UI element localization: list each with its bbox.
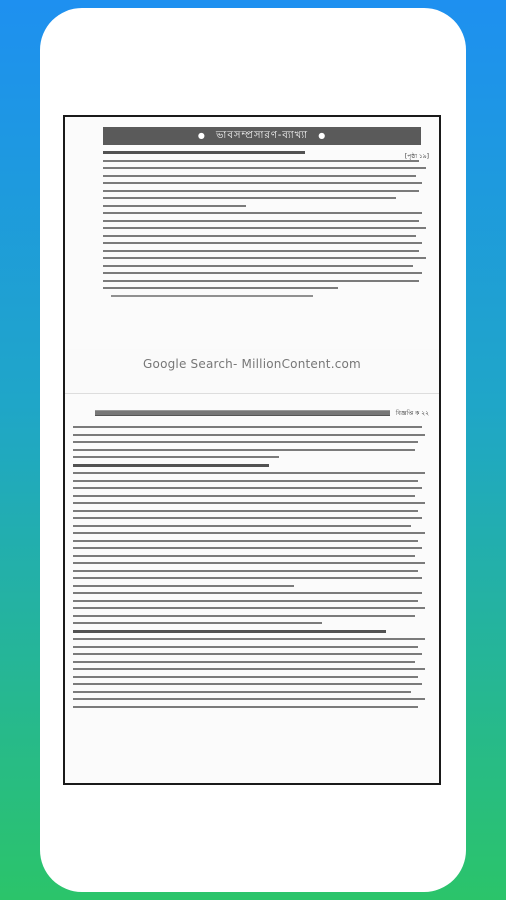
- text-block: [103, 151, 429, 207]
- text-block: [103, 212, 429, 289]
- footnote: [111, 295, 313, 297]
- document-page-top: [65, 117, 439, 349]
- document-page-bottom: [65, 393, 439, 785]
- running-head: [95, 408, 429, 418]
- text-block: [73, 592, 429, 624]
- text-block: [73, 630, 429, 708]
- section-banner: [103, 127, 421, 145]
- banner-title: ভাবসম্প্রসারণ-ব্যাখ্যা: [215, 130, 308, 141]
- text-block: [73, 464, 429, 587]
- running-head-label: বিজ্ঞপ্তি ক ২২: [395, 409, 429, 417]
- scanned-document-image: [63, 115, 441, 785]
- page-number: [পৃষ্ঠা ১৯]: [404, 153, 429, 160]
- banner-bullet-right-icon: ●: [318, 131, 327, 140]
- watermark-text: Google Search- MillionContent.com: [143, 357, 361, 371]
- banner-bullet-left-icon: ●: [197, 131, 206, 140]
- running-head-rule: [95, 410, 390, 416]
- text-block: [73, 426, 429, 458]
